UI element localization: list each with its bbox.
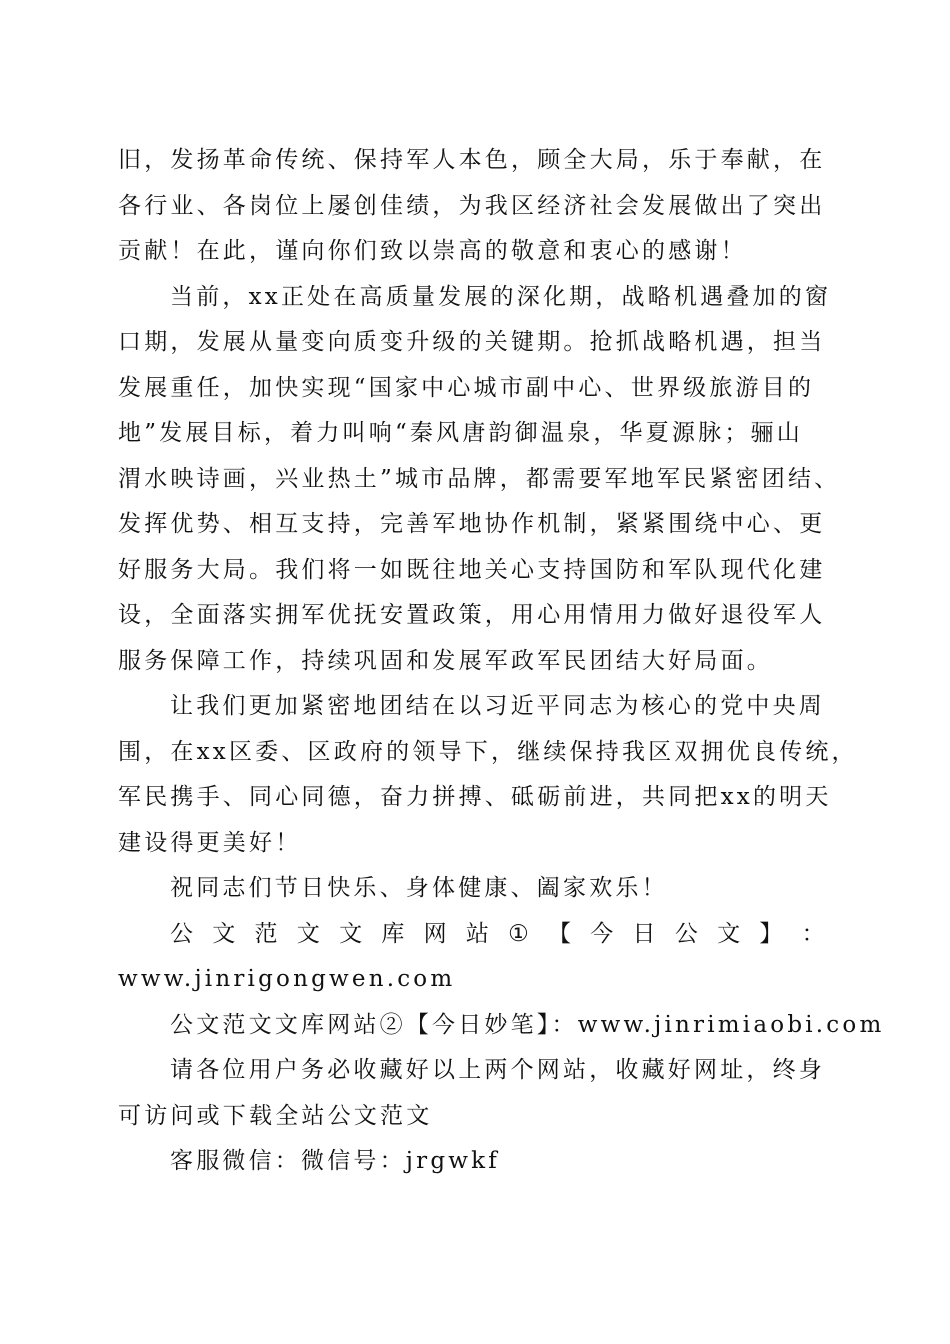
site-1-char: 网 [423,920,450,947]
notice-line-1: 请各位用户务必收藏好以上两个网站，收藏好网址，终身 [170,1057,825,1083]
paragraph-1-line-3: 贡献！在此，谨向你们致以崇高的敬意和衷心的感谢！ [118,238,747,264]
site-1-char: 站 [465,920,493,947]
paragraph-2-line-3: 发展重任，加快实现“国家中心城市副中心、世界级旅游目的 [118,374,815,401]
site-1-char: 【 [548,920,575,947]
site-1-label [118,912,828,958]
paragraph-2-line-7: 好服务大局。我们将一如既往地关心支持国防和军队现代化建 [118,556,826,583]
greeting-paragraph [118,866,828,912]
service-line: 客服微信：微信号：jrgwkf [170,1148,500,1174]
paragraph-3-line-2: 围，在xx区委、区政府的领导下，继续保持我区双拥优良传统， [118,738,858,765]
site-1-char: 】 [759,920,786,947]
notice-paragraph [118,1048,828,1139]
paragraph-2-line-1: 当前，xx正处在高质量发展的深化期，战略机遇叠加的窗 [170,283,832,310]
paragraph-2-line-5: 渭水映诗画，兴业热土”城市品牌，都需要军地军民紧密团结、 [118,465,841,492]
site-2-line[interactable]: 公文范文文库网站②【今日妙笔】：www.jinrimiaobi.com [170,1011,885,1038]
paragraph-1-line-2: 各行业、各岗位上屡创佳绩，为我区经济社会发展做出了突出 [118,192,826,219]
paragraph-2-line-9: 服务保障工作，持续巩固和发展军政军民团结大好局面。 [118,647,773,674]
notice-line-2: 可访问或下载全站公文范文 [118,1102,433,1129]
paragraph-2-line-8: 设，全面落实拥军优抚安置政策，用心用情用力做好退役军人 [118,602,826,628]
site-1-char: 日 [632,920,659,947]
site-1-char: ： [801,920,828,947]
site-1-char: 公 [170,920,197,947]
site-1-url[interactable]: www.jinrigongwen.com [118,966,456,992]
paragraph-3-line-4: 建设得更美好！ [118,829,302,856]
service-paragraph [118,1139,828,1185]
site-1-char: 文 [717,920,744,947]
site-1-char: 今 [590,920,617,947]
document-body [118,138,885,1185]
paragraph-1-line-1: 旧，发扬革命传统、保持军人本色，顾全大局，乐于奉献，在 [118,147,826,173]
site-1-char: ① [508,920,532,947]
site-1-paragraph [118,912,828,1003]
paragraph-2-line-4: 地”发展目标，着力叫响“秦风唐韵御温泉，华夏源脉；骊山 [118,420,803,446]
paragraph-2-line-6: 发挥优势、相互支持，完善军地协作机制，紧紧围绕中心、更 [118,511,826,537]
site-1-char: 文 [212,920,239,947]
paragraph-2-line-2: 口期，发展从量变向质变升级的关键期。抢抓战略机遇，担当 [118,329,826,355]
greeting-line: 祝同志们节日快乐、身体健康、阖家欢乐！ [170,875,668,901]
paragraph-1 [118,138,828,275]
site-2-paragraph [118,1003,885,1049]
paragraph-3-line-3: 军民携手、同心同德，奋力拼搏、砥砺前进，共同把xx的明天 [118,784,832,810]
paragraph-3-line-1: 让我们更加紧密地团结在以习近平同志为核心的党中央周 [170,693,825,719]
site-1-char: 公 [674,920,702,947]
paragraph-3 [118,684,858,866]
site-1-char: 范 [254,920,281,947]
paragraph-2 [118,275,841,685]
site-1-char: 库 [381,920,408,947]
site-1-char: 文 [296,920,323,947]
site-1-char: 文 [339,920,366,947]
